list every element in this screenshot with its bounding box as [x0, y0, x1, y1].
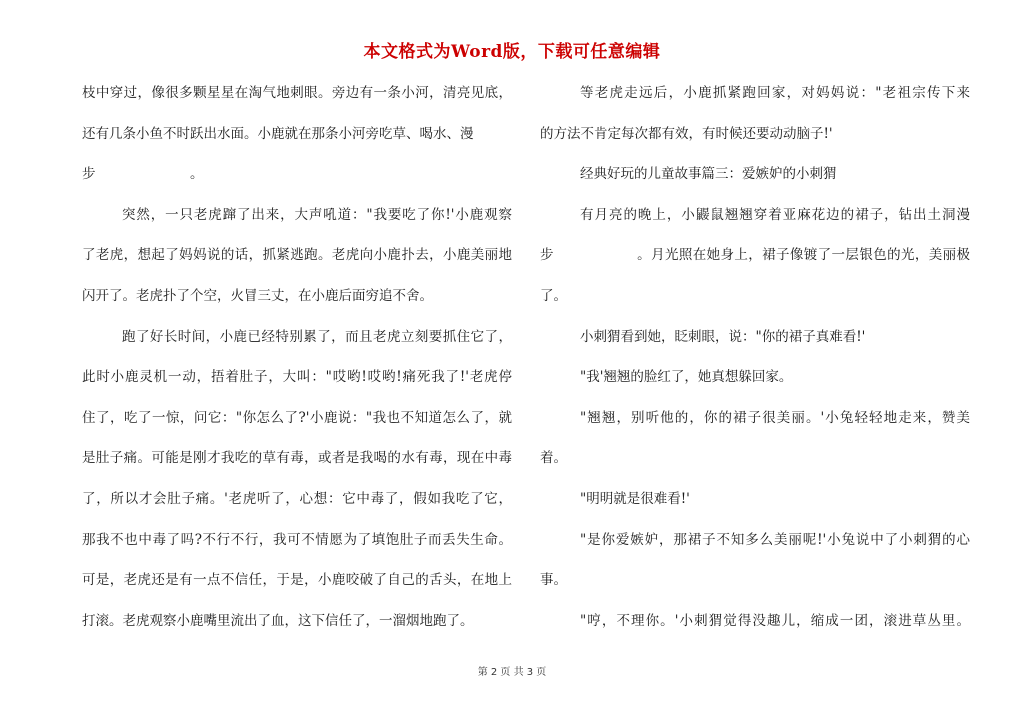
text-line: 等老虎走远后，小鹿抓紧跑回家，对妈妈说："老祖宗传下来: [580, 85, 970, 101]
text-line: "我'翘翘的脸红了，她真想躲回家。: [580, 369, 793, 386]
text-line: 了，所以才会肚子痛。'老虎听了，心想：它中毒了，假如我吃了它，: [82, 490, 512, 507]
text-line: 此时小鹿灵机一动，捂着肚子，大叫："哎哟!哎哟!痛死我了!'老虎停: [82, 369, 512, 386]
right-column: [540, 80, 970, 648]
text-line: 还有几条小鱼不时跃出水面。小鹿就在那条小河旁吃草、喝水、漫: [82, 125, 474, 142]
text-line: "哼，不理你。'小刺猬觉得没趣儿，缩成一团，滚进草丛里。: [580, 612, 970, 629]
text-line: 打滚。老虎观察小鹿嘴里流出了血，这下信任了，一溜烟地跑了。: [82, 612, 474, 629]
text-line: 跑了好长时间，小鹿已经特别累了，而且老虎立刻要抓住它了，: [122, 328, 512, 345]
text-line: 事。: [540, 572, 567, 589]
text-line: "翘翘，别听他的，你的裙子很美丽。'小兔轻轻地走来，赞美: [580, 409, 970, 426]
text-line: 的方法不肯定每次都有效，有时候还要动动脑子!': [540, 125, 833, 142]
text-line: 了老虎，想起了妈妈说的话，抓紧逃跑。老虎向小鹿扑去，小鹿美丽地: [82, 247, 512, 264]
text-line: 枝中穿过，像很多颗星星在淘气地刺眼。旁边有一条小河，清亮见底，: [82, 85, 512, 101]
text-line: 着。: [540, 450, 567, 467]
text-line: 可是，老虎还是有一点不信任，于是，小鹿咬破了自己的舌头，在地上: [82, 572, 512, 589]
text-line: 住了，吃了一惊，问它："你怎么了?'小鹿说："我也不知道怎么了，就: [82, 409, 512, 426]
text-line: "是你爱嫉妒，那裙子不知多么美丽呢!'小兔说中了小刺猬的心: [580, 531, 970, 548]
text-line: 步 。: [82, 166, 204, 183]
text-line: 小刺猬看到她，眨刺眼，说："你的裙子真难看!': [580, 328, 866, 345]
text-line: 有月亮的晚上，小鼹鼠翘翘穿着亚麻花边的裙子，钻出土洞漫: [580, 206, 970, 223]
text-line: 闪开了。老虎扑了个空，火冒三丈，在小鹿后面穷追不舍。: [82, 287, 433, 304]
text-line: 了。: [540, 287, 567, 304]
text-line: 步 。月光照在她身上，裙子像镀了一层银色的光，美丽极: [540, 247, 970, 264]
watermark-banner: 本文格式为Word版，下载可任意编辑: [363, 42, 661, 62]
text-line: 经典好玩的儿童故事篇三：爱嫉妒的小刺猬: [580, 166, 837, 183]
text-line: 突然，一只老虎蹿了出来，大声吼道："我要吃了你!'小鹿观察: [122, 206, 512, 223]
page-footer: 第 2 页 共 3 页: [477, 667, 547, 678]
left-column: [82, 80, 512, 648]
text-line: 那我不也中毒了吗?不行不行，我可不情愿为了填饱肚子而丢失生命。: [82, 531, 512, 548]
text-line: "明明就是很难看!': [580, 490, 690, 507]
text-line: 是肚子痛。可能是刚才我吃的草有毒，或者是我喝的水有毒，现在中毒: [82, 450, 512, 467]
